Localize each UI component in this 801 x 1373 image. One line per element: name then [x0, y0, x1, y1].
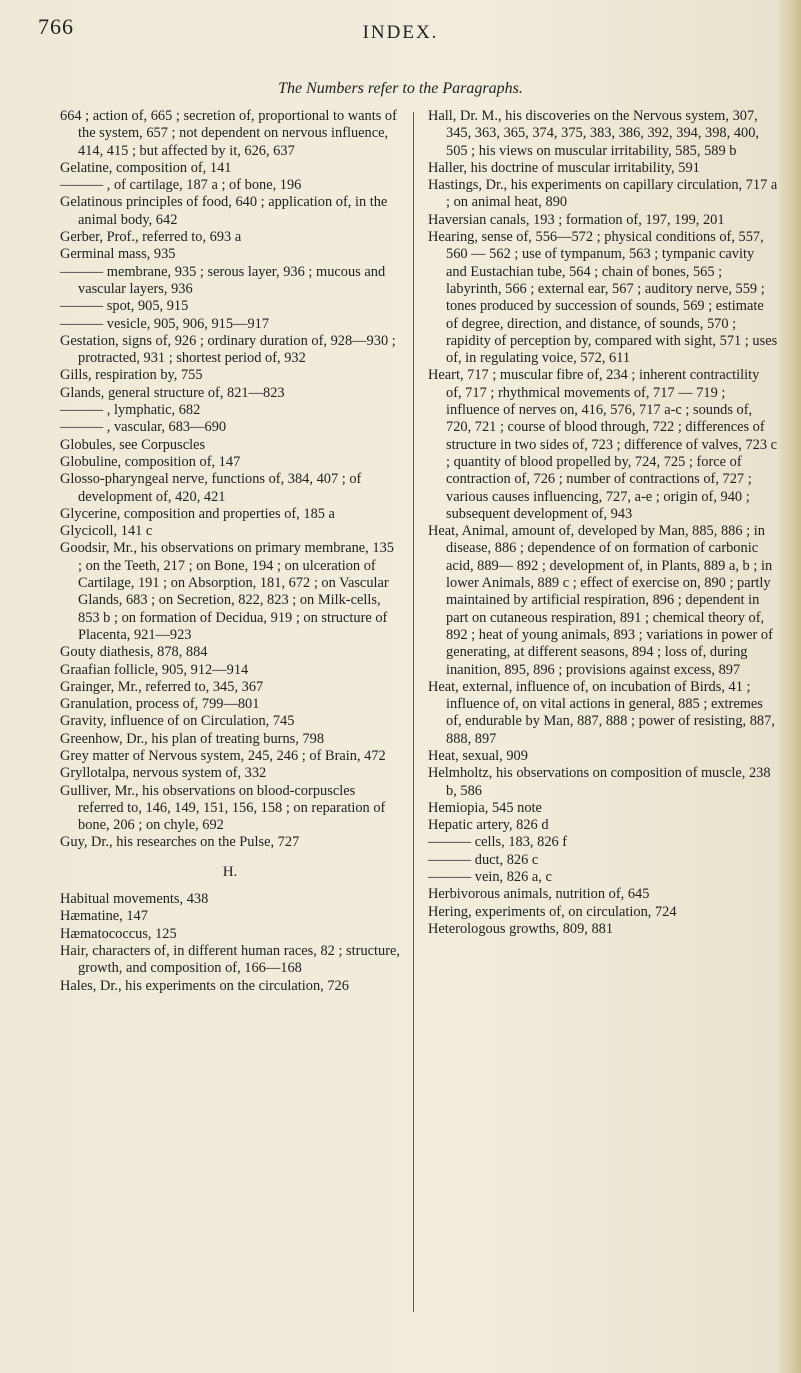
index-entry: Hair, characters of, in different human races, 82 ; structure, growth, and composition of, 166—168	[60, 942, 400, 977]
index-entry: Glosso-pharyngeal nerve, functions of, 384, 407 ; of development of, 420, 421	[60, 471, 362, 505]
letter-heading: H.	[222, 863, 238, 880]
index-entry: Globuline, composition of, 147	[60, 453, 241, 470]
page-number: 766	[38, 14, 74, 39]
index-entry: Globules, see Corpuscles	[60, 436, 206, 453]
index-entry: Hearing, sense of, 556—572 ; physical conditions of, 557, 560 — 562 ; use of tympanum, 563 ; tympanic cavity and Eustachian tube, 564 ; chain of bones, 565 ; labyrinth, 566 ; external ear, 567 ; auditory nerve, 559 ; tones produced by succession of sounds, 569 ; estimate of degree, direction, and distance, of sounds, 570 ; rapidity of perception by, compared with sight, 571 ; uses of, in regulating voice, 572, 611	[428, 229, 778, 367]
index-entry: Gestation, signs of, 926 ; ordinary duration of, 928—930 ; protracted, 931 ; shortest period of, 932	[60, 332, 396, 367]
index-entry: Hæmatine, 147	[60, 908, 148, 925]
index-entry: Gelatinous principles of food, 640 ; application of, in the animal body, 642	[60, 194, 388, 228]
index-entry: Hepatic artery, 826 d	[428, 817, 549, 834]
page-subtitle: The Numbers refer to the Paragraphs.	[278, 80, 523, 97]
right-column	[428, 108, 778, 938]
index-entry: Hæmatococcus, 125	[60, 925, 177, 942]
index-entry: ——— , of cartilage, 187 a ; of bone, 196	[60, 177, 302, 194]
index-entry: ——— vein, 826 a, c	[428, 869, 552, 886]
index-entry: ——— vesicle, 905, 906, 915—917	[60, 315, 270, 332]
index-entry: Heat, external, influence of, on incubation of Birds, 41 ; influence of, on vital actions in general, 885 ; extremes of, endurable by Man, 887, 888 ; power of resisting, 887, 888, 897	[428, 678, 775, 747]
index-entry: Gouty diathesis, 878, 884	[60, 644, 208, 661]
index-entry: Gravity, influence of on Circulation, 745	[60, 713, 295, 730]
index-entry: Granulation, process of, 799—801	[60, 696, 260, 713]
index-entry: Hall, Dr. M., his discoveries on the Nervous system, 307, 345, 363, 365, 374, 375, 383, 386, 392, 394, 398, 400, 505 ; his views on muscular irritability, 585, 589 b	[428, 108, 759, 159]
index-entry: Gills, respiration by, 755	[60, 367, 203, 384]
index-entry: Greenhow, Dr., his plan of treating burns, 798	[60, 730, 325, 747]
right-entries	[428, 108, 778, 938]
index-entry: Grey matter of Nervous system, 245, 246 ; of Brain, 472	[60, 747, 386, 764]
index-entry: Gerber, Prof., referred to, 693 a	[60, 229, 242, 246]
index-entry: Haller, his doctrine of muscular irritability, 591	[428, 159, 700, 176]
index-entry: Gelatine, composition of, 141	[60, 159, 232, 176]
index-entry: ——— membrane, 935 ; serous layer, 936 ; mucous and vascular layers, 936	[60, 263, 386, 297]
left-entries-h	[60, 891, 400, 995]
index-entry: Hemiopia, 545 note	[428, 799, 542, 816]
index-entry: Gulliver, Mr., his observations on blood-corpuscles referred to, 146, 149, 151, 156, 158 ; on reparation of bone, 206 ; on chyle, 692	[60, 782, 386, 834]
index-entry: Heterologous growths, 809, 881	[428, 920, 614, 937]
index-entry: Germinal mass, 935	[60, 246, 176, 263]
index-entry: Herbivorous animals, nutrition of, 645	[428, 886, 650, 903]
index-entry: Heart, 717 ; muscular fibre of, 234 ; inherent contractility of, 717 ; rhythmical movements of, 717 — 719 ; influence of nerves on, 416, 576, 717 a-c ; sounds of, 720, 721 ; course of blood through, 722 ; differences of structure in two sides of, 723 ; difference of valves, 723 c ; quantity of blood propelled by, 724, 725 ; force of contraction of, 726 ; number of contractions of, 727 ; various causes influencing, 727, a-e ; origin of, 940 ; subsequent development of, 943	[428, 367, 778, 522]
index-entry: Haversian canals, 193 ; formation of, 197, 199, 201	[428, 211, 725, 228]
index-entry: 664 ; action of, 665 ; secretion of, proportional to wants of the system, 657 ; not dependent on nervous influence, 414, 415 ; but affected by it, 626, 637	[60, 108, 397, 159]
index-entry: Goodsir, Mr., his observations on primary membrane, 135 ; on the Teeth, 217 ; on Bone, 194 ; on ulceration of Cartilage, 191 ; on Absorption, 181, 672 ; on Vascular Glands, 683 ; on Secretion, 822, 823 ; on Milk-cells, 853 b ; on formation of Decidua, 919 ; on structure of Placenta, 921—923	[60, 540, 394, 643]
index-entry: Gryllotalpa, nervous system of, 332	[60, 765, 267, 782]
left-entries	[60, 108, 400, 852]
index-entry: Glycicoll, 141 c	[60, 523, 153, 540]
index-entry: Grainger, Mr., referred to, 345, 367	[60, 678, 264, 695]
index-entry: Heat, sexual, 909	[428, 747, 528, 764]
column-divider	[413, 112, 414, 1312]
index-entry: Hering, experiments of, on circulation, 724	[428, 903, 677, 920]
index-entry: ——— duct, 826 c	[428, 851, 539, 868]
running-head: INDEX.	[362, 22, 439, 43]
index-entry: Graafian follicle, 905, 912—914	[60, 661, 249, 678]
index-entry: Hales, Dr., his experiments on the circulation, 726	[60, 977, 349, 994]
index-entry: ——— spot, 905, 915	[60, 298, 189, 315]
index-entry: Helmholtz, his observations on composition of muscle, 238 b, 586	[428, 765, 771, 799]
index-entry: Hastings, Dr., his experiments on capillary circulation, 717 a ; on animal heat, 890	[428, 177, 778, 211]
index-entry: ——— cells, 183, 826 f	[428, 834, 568, 851]
index-entry: Guy, Dr., his researches on the Pulse, 727	[60, 834, 300, 851]
left-column	[60, 108, 400, 995]
index-entry: Glands, general structure of, 821—823	[60, 384, 285, 401]
index-entry: Heat, Animal, amount of, developed by Man, 885, 886 ; in disease, 886 ; dependence of on formation of carbonic acid, 889— 892 ; development of, in Plants, 889 a, b ; in lower Animals, 889 c ; effect of exercise on, 890 ; partly maintained by artificial respiration, 896 ; dependent in part on cutaneous respiration, 891 ; chemical theory of, 892 ; heat of young animals, 893 ; variations in power of generating, at different seasons, 894 ; loss of, during inanition, 895, 896 ; provisions against excess, 897	[428, 523, 773, 678]
index-entry: ——— , lymphatic, 682	[60, 402, 201, 419]
index-entry: ——— , vascular, 683—690	[60, 419, 227, 436]
page-edge-shadow	[779, 0, 801, 1373]
index-entry: Glycerine, composition and properties of, 185 a	[60, 505, 335, 522]
index-entry: Habitual movements, 438	[60, 891, 209, 908]
